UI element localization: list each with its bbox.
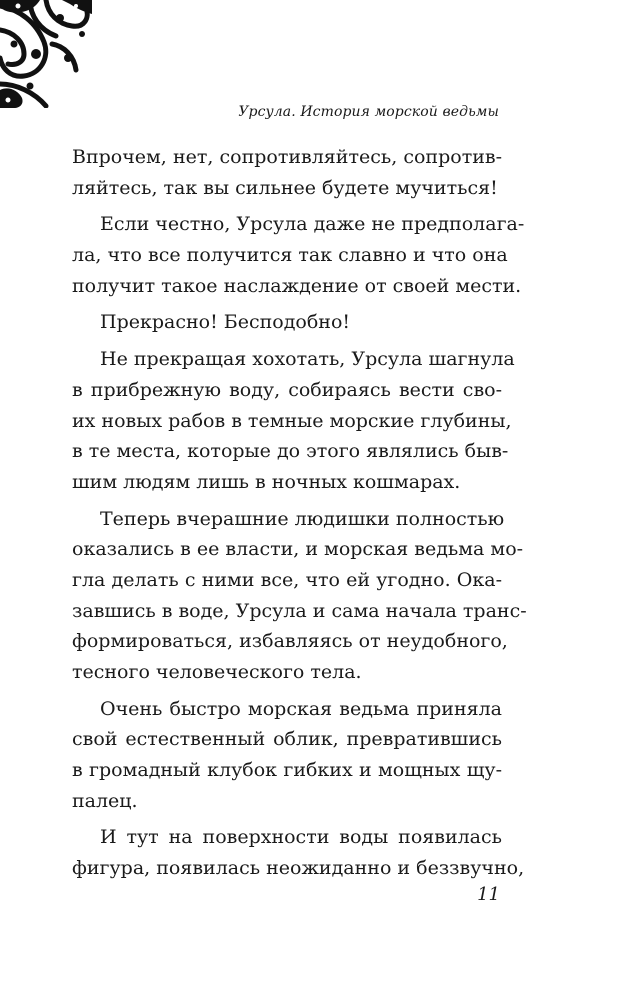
paragraph: [72, 344, 515, 497]
text-line: палец.: [72, 789, 138, 812]
text-line: шим людям лишь в ночных кошмарах.: [72, 470, 461, 493]
text-line: свой естественный облик, превратившись: [72, 728, 502, 751]
text-line: гла делать с ними все, что ей угодно. Ока-: [72, 568, 502, 591]
paragraph: [72, 142, 502, 203]
text-line: фигура, появилась неожиданно и беззвучно,: [72, 857, 525, 880]
paragraph: [72, 209, 525, 301]
text-line: оказались в ее власти, и морская ведьма мо-: [72, 538, 524, 561]
text-line: тесного человеческого тела.: [72, 661, 362, 683]
text-line: получит такое наслаждение от своей мести.: [72, 274, 522, 297]
text-line: Прекрасно! Бесподобно!: [100, 311, 351, 334]
paragraph: [72, 694, 502, 817]
text-line: в прибрежную воду, собираясь вести сво-: [72, 378, 502, 401]
text-line: ла, что все получится так славно и что она: [72, 244, 508, 267]
paragraph: [72, 822, 525, 883]
body-text: [72, 142, 527, 884]
paragraph: [72, 504, 527, 688]
running-header: Урсула. История морской ведьмы: [238, 104, 499, 120]
text-line: Впрочем, нет, сопротивляйтесь, сопротив-: [72, 146, 502, 168]
text-line: их новых рабов в темные морские глубины,: [72, 409, 512, 432]
page-number: 11: [477, 884, 500, 905]
text-line: И тут на поверхности воды появилась: [100, 826, 502, 849]
text-line: формироваться, избавляясь от неудобного,: [72, 630, 508, 653]
text-line: Если честно, Урсула даже не предполага-: [100, 213, 525, 236]
text-line: Не прекращая хохотать, Урсула шагнула: [100, 348, 515, 371]
floral-ornament-icon: [0, 0, 92, 108]
text-line: в те места, которые до этого являлись быв-: [72, 440, 509, 463]
text-line: завшись в воде, Урсула и сама начала транс-: [72, 599, 527, 622]
text-line: Теперь вчерашние людишки полностью: [100, 507, 505, 530]
text-line: в громадный клубок гибких и мощных щу-: [72, 759, 502, 782]
text-line: ляйтесь, так вы сильнее будете мучиться!: [72, 176, 498, 199]
paragraph: [72, 307, 502, 338]
text-line: Очень быстро морская ведьма приняла: [100, 697, 502, 720]
